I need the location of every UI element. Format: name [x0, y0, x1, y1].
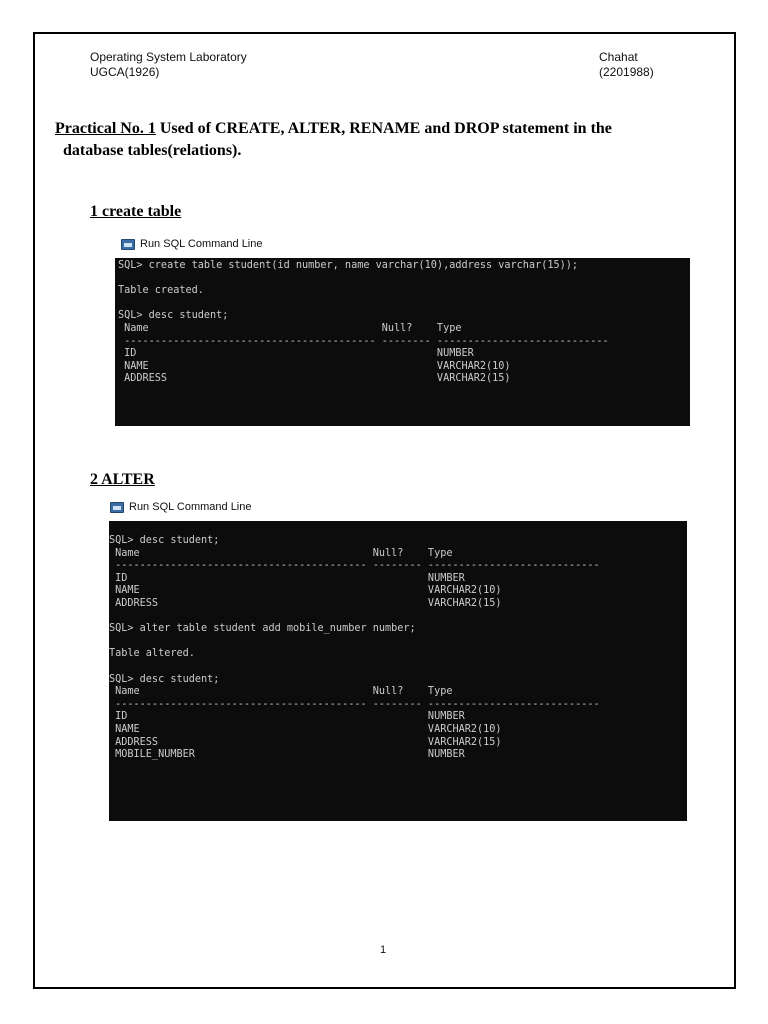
console-line: NAME VARCHAR2(10) [109, 585, 502, 597]
practical-title-line2: database tables(relations). [63, 142, 242, 159]
console-line: ----------------------------------------- -------- ---------------------------- [118, 335, 609, 347]
sql-console-output [115, 258, 690, 426]
console-line: SQL> alter table student add mobile_number number; [109, 623, 416, 635]
console-line: SQL> create table student(id number, name varchar(10),address varchar(15)); [118, 260, 579, 271]
practical-title-text: Used of CREATE, ALTER, RENAME and DROP statement in the [155, 120, 612, 137]
page-number: 1 [380, 944, 387, 956]
console-line: ADDRESS VARCHAR2(15) [109, 597, 502, 609]
window-title-text: Run SQL Command Line [129, 501, 252, 513]
console-line: ----------------------------------------- -------- ---------------------------- [109, 560, 600, 572]
console-line: ID NUMBER [118, 348, 474, 360]
sql-console-output [109, 521, 687, 821]
console-line: SQL> desc student; [109, 535, 220, 546]
console-line: NAME VARCHAR2(10) [109, 723, 502, 735]
console-line: Table created. [118, 285, 204, 297]
console-line: MOBILE_NUMBER NUMBER [109, 749, 465, 761]
sql-console-icon [121, 239, 135, 250]
console-line: Name Null? Type [118, 322, 462, 334]
section-heading-create-table: 1 create table [90, 203, 182, 220]
console-line: Table altered. [109, 648, 195, 660]
console-line: SQL> desc student; [109, 673, 220, 685]
course-code: UGCA(1926) [90, 65, 160, 79]
console-line [109, 636, 687, 649]
window-title-text: Run SQL Command Line [140, 238, 263, 250]
console-line: ----------------------------------------- -------- ---------------------------- [109, 698, 600, 710]
console-line: ADDRESS VARCHAR2(15) [118, 373, 511, 385]
console-line: SQL> desc student; [118, 310, 229, 322]
student-name: Chahat [599, 50, 638, 64]
student-id: (2201988) [599, 65, 654, 79]
console-line [118, 298, 690, 311]
practical-title [55, 118, 695, 162]
console-line: Name Null? Type [109, 686, 453, 698]
console-line: ID NUMBER [109, 572, 465, 584]
practical-label: Practical No. 1 [55, 120, 156, 137]
console-window-title [110, 501, 252, 513]
console-line: Name Null? Type [109, 547, 453, 559]
console-line [118, 273, 690, 286]
course-name: Operating System Laboratory [90, 50, 247, 64]
console-line [109, 661, 687, 674]
console-line [109, 611, 687, 624]
sql-console-icon [110, 502, 124, 513]
header-left [90, 50, 247, 80]
header-right [599, 50, 654, 80]
console-line: NAME VARCHAR2(10) [118, 360, 511, 372]
console-window-title [121, 238, 263, 250]
console-line: ADDRESS VARCHAR2(15) [109, 736, 502, 748]
console-line: ID NUMBER [109, 711, 465, 723]
section-heading-alter: 2 ALTER [90, 471, 155, 488]
